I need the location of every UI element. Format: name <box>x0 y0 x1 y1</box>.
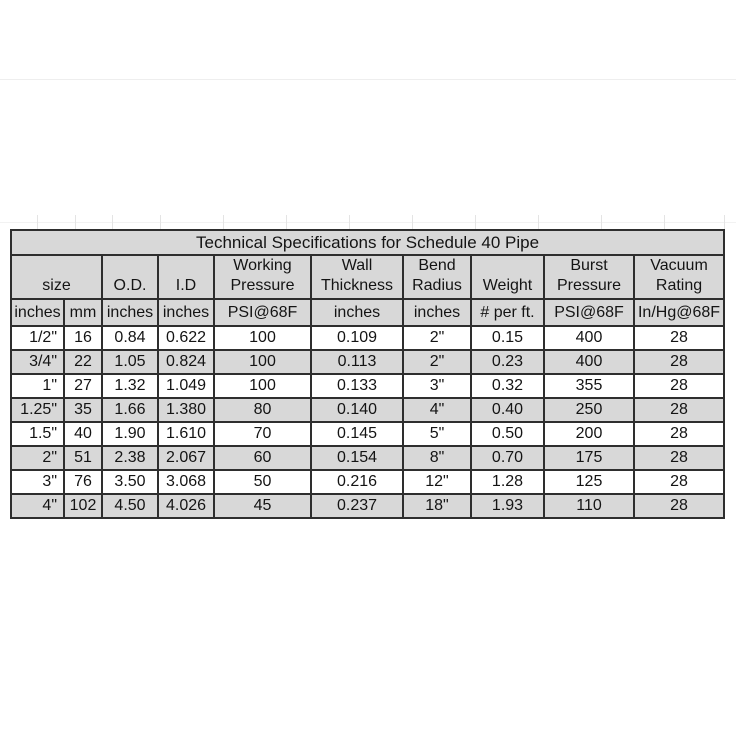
table-cell: 2.38 <box>102 446 158 470</box>
unit-header-cell: PSI@68F <box>214 299 311 326</box>
schedule-40-pipe-spec-table <box>10 229 725 519</box>
unit-header-cell: inches <box>158 299 214 326</box>
table-cell: 4.026 <box>158 494 214 518</box>
table-cell: 0.32 <box>471 374 544 398</box>
table-cell: 1.610 <box>158 422 214 446</box>
table-cell: 3.068 <box>158 470 214 494</box>
column-group-header: O.D. <box>102 255 158 299</box>
units-row <box>11 299 724 326</box>
unit-header-cell: inches <box>403 299 471 326</box>
table-cell: 400 <box>544 326 634 350</box>
table-cell: 50 <box>214 470 311 494</box>
table-cell: 0.40 <box>471 398 544 422</box>
table-cell: 1.28 <box>471 470 544 494</box>
table-row <box>11 422 724 446</box>
table-title-row <box>11 230 724 255</box>
table-cell: 0.70 <box>471 446 544 470</box>
table-cell: 1.5" <box>11 422 64 446</box>
faint-gridline-stub <box>412 215 413 229</box>
table-cell: 0.84 <box>102 326 158 350</box>
unit-header-cell: In/Hg@68F <box>634 299 724 326</box>
table-cell: 125 <box>544 470 634 494</box>
table-row <box>11 470 724 494</box>
table-cell: 0.15 <box>471 326 544 350</box>
table-cell: 3" <box>11 470 64 494</box>
table-cell: 2" <box>403 350 471 374</box>
column-group-header: size <box>11 255 102 299</box>
table-cell: 0.216 <box>311 470 403 494</box>
faint-gridline-stub <box>601 215 602 229</box>
table-cell: 8" <box>403 446 471 470</box>
table-cell: 3.50 <box>102 470 158 494</box>
column-group-header: Weight <box>471 255 544 299</box>
table-cell: 1.90 <box>102 422 158 446</box>
table-cell: 16 <box>64 326 102 350</box>
table-cell: 102 <box>64 494 102 518</box>
table-title: Technical Specifications for Schedule 40 Pipe <box>11 230 724 255</box>
table-cell: 0.133 <box>311 374 403 398</box>
unit-header-cell: inches <box>11 299 64 326</box>
table-cell: 400 <box>544 350 634 374</box>
column-group-header: Bend Radius <box>403 255 471 299</box>
table-row <box>11 446 724 470</box>
table-cell: 70 <box>214 422 311 446</box>
faint-gridline-stub <box>724 215 725 229</box>
faint-gridline-stub <box>160 215 161 229</box>
faint-gridline-horizontal <box>0 222 736 223</box>
table-cell: 0.622 <box>158 326 214 350</box>
column-group-header: Burst Pressure <box>544 255 634 299</box>
table-cell: 2" <box>403 326 471 350</box>
table-cell: 28 <box>634 446 724 470</box>
table-row <box>11 398 724 422</box>
table-cell: 0.154 <box>311 446 403 470</box>
faint-gridline-stub <box>286 215 287 229</box>
table-cell: 22 <box>64 350 102 374</box>
table-cell: 0.109 <box>311 326 403 350</box>
faint-gridline-stub <box>349 215 350 229</box>
table-cell: 76 <box>64 470 102 494</box>
table-cell: 1.93 <box>471 494 544 518</box>
unit-header-cell: PSI@68F <box>544 299 634 326</box>
table-cell: 2" <box>11 446 64 470</box>
faint-gridline-horizontal <box>0 79 736 80</box>
table-cell: 28 <box>634 374 724 398</box>
table-cell: 45 <box>214 494 311 518</box>
table-cell: 355 <box>544 374 634 398</box>
table-cell: 1/2" <box>11 326 64 350</box>
table-cell: 3/4" <box>11 350 64 374</box>
table-cell: 0.824 <box>158 350 214 374</box>
table-cell: 28 <box>634 494 724 518</box>
table-cell: 3" <box>403 374 471 398</box>
table-cell: 175 <box>544 446 634 470</box>
table-cell: 80 <box>214 398 311 422</box>
faint-gridline-stub <box>538 215 539 229</box>
unit-header-cell: # per ft. <box>471 299 544 326</box>
faint-gridline-stub <box>37 215 38 229</box>
table-cell: 1.32 <box>102 374 158 398</box>
table-cell: 1.049 <box>158 374 214 398</box>
table-cell: 0.23 <box>471 350 544 374</box>
table-cell: 28 <box>634 422 724 446</box>
table-cell: 100 <box>214 350 311 374</box>
table-row <box>11 326 724 350</box>
column-group-header: Wall Thickness <box>311 255 403 299</box>
table-cell: 4" <box>11 494 64 518</box>
table-cell: 1.25" <box>11 398 64 422</box>
table-cell: 0.113 <box>311 350 403 374</box>
table-cell: 1.66 <box>102 398 158 422</box>
table-cell: 12" <box>403 470 471 494</box>
table-cell: 250 <box>544 398 634 422</box>
table-cell: 2.067 <box>158 446 214 470</box>
table-cell: 4.50 <box>102 494 158 518</box>
table-cell: 28 <box>634 470 724 494</box>
table-cell: 110 <box>544 494 634 518</box>
unit-header-cell: inches <box>102 299 158 326</box>
table-cell: 60 <box>214 446 311 470</box>
table-cell: 100 <box>214 326 311 350</box>
table-cell: 51 <box>64 446 102 470</box>
unit-header-cell: inches <box>311 299 403 326</box>
table-cell: 40 <box>64 422 102 446</box>
faint-gridline-stub <box>223 215 224 229</box>
table-cell: 0.237 <box>311 494 403 518</box>
column-group-header: I.D <box>158 255 214 299</box>
table-cell: 5" <box>403 422 471 446</box>
table-cell: 4" <box>403 398 471 422</box>
table-cell: 0.145 <box>311 422 403 446</box>
table-cell: 100 <box>214 374 311 398</box>
faint-gridline-stub <box>475 215 476 229</box>
table-cell: 27 <box>64 374 102 398</box>
unit-header-cell: mm <box>64 299 102 326</box>
faint-gridline-stub <box>75 215 76 229</box>
table-cell: 0.50 <box>471 422 544 446</box>
table-row <box>11 494 724 518</box>
faint-gridline-stub <box>112 215 113 229</box>
table-cell: 28 <box>634 326 724 350</box>
table-row <box>11 350 724 374</box>
table-cell: 200 <box>544 422 634 446</box>
table-cell: 1.05 <box>102 350 158 374</box>
table-cell: 0.140 <box>311 398 403 422</box>
column-group-header: Vacuum Rating <box>634 255 724 299</box>
column-group-header: Working Pressure <box>214 255 311 299</box>
table-cell: 28 <box>634 350 724 374</box>
table-cell: 18" <box>403 494 471 518</box>
column-groups-row <box>11 255 724 299</box>
table-cell: 28 <box>634 398 724 422</box>
table-cell: 1.380 <box>158 398 214 422</box>
table-cell: 1" <box>11 374 64 398</box>
table-cell: 35 <box>64 398 102 422</box>
table-row <box>11 374 724 398</box>
faint-gridline-stub <box>664 215 665 229</box>
